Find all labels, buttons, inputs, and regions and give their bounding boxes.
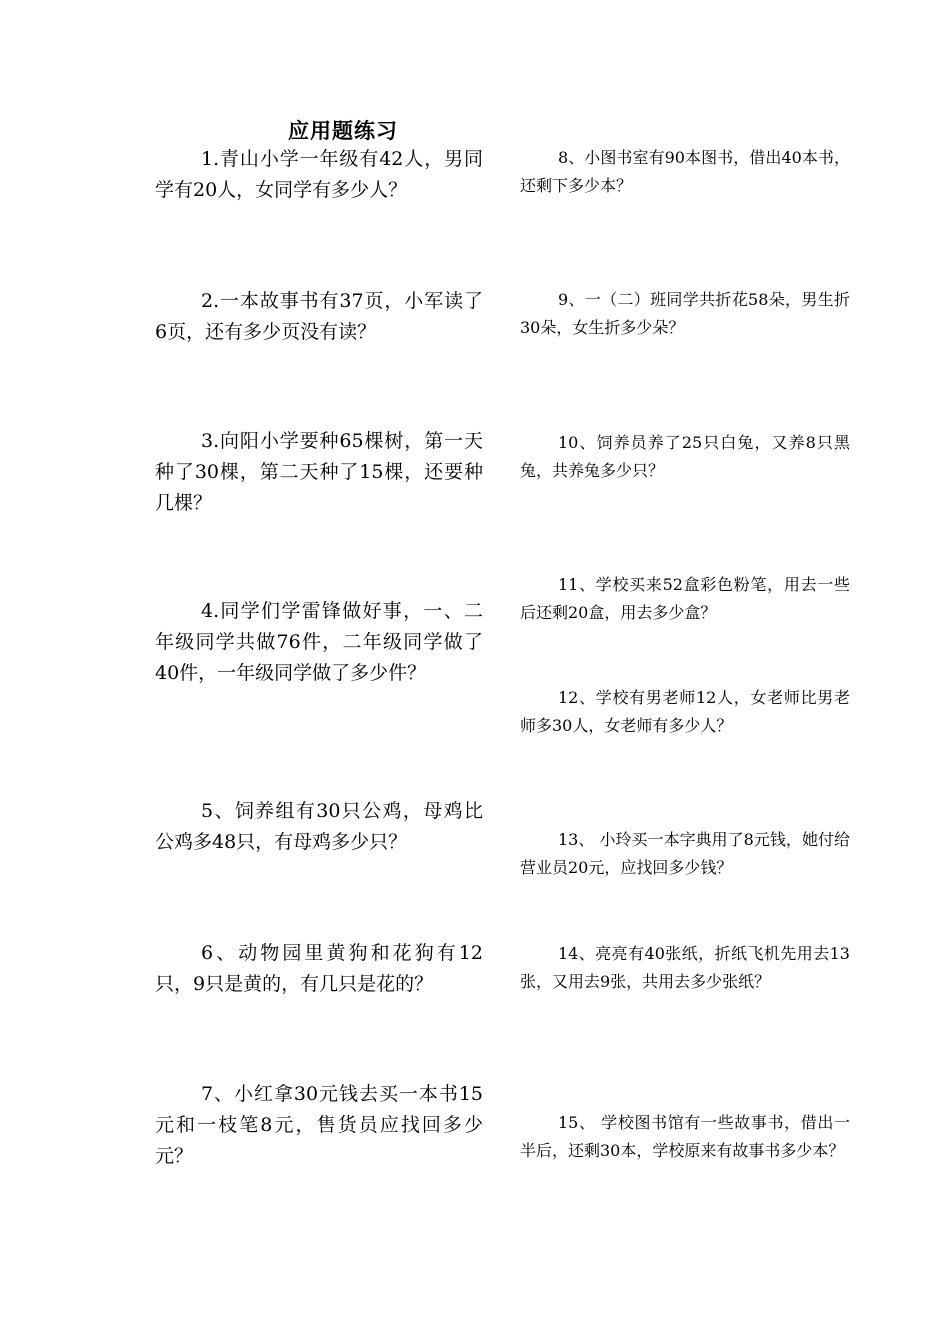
question-13: 13、 小玲买一本字典用了8元钱，她付给营业员20元，应找回多少钱？ (520, 830, 850, 877)
question-8: 8、小图书室有90本图书，借出40本书，还剩下多少本？ (520, 148, 850, 195)
question-14: 14、亮亮有40张纸，折纸飞机先用去13张，又用去9张，共用去多少张纸？ (520, 944, 850, 991)
question-3: 3.向阳小学要种65棵树，第一天种了30棵，第二天种了15棵，还要种几棵？ (155, 430, 483, 514)
page-title: 应用题练习 (288, 119, 398, 143)
question-10: 10、饲养员养了25只白兔，又养8只黑兔，共养兔多少只？ (520, 433, 850, 480)
question-4: 4.同学们学雷锋做好事，一、二年级同学共做76件，二年级同学做了40件，一年级同学做了多少件？ (155, 600, 483, 684)
question-7: 7、小红拿30元钱去买一本书15元和一枝笔8元，售货员应找回多少元？ (155, 1083, 483, 1167)
question-6: 6、动物园里黄狗和花狗有12只，9只是黄的，有几只是花的？ (155, 942, 483, 995)
question-15: 15、 学校图书馆有一些故事书，借出一半后，还剩30本，学校原来有故事书多少本？ (520, 1113, 850, 1160)
question-12: 12、学校有男老师12人，女老师比男老师多30人，女老师有多少人？ (520, 688, 850, 735)
question-5: 5、饲养组有30只公鸡，母鸡比公鸡多48只，有母鸡多少只？ (155, 800, 483, 853)
question-9: 9、一（二）班同学共折花58朵，男生折30朵，女生折多少朵？ (520, 290, 850, 337)
question-2: 2.一本故事书有37页，小军读了6页，还有多少页没有读？ (155, 290, 483, 343)
question-11: 11、学校买来52盒彩色粉笔，用去一些后还剩20盒，用去多少盒？ (520, 575, 850, 622)
question-1: 1.青山小学一年级有42人，男同学有20人，女同学有多少人？ (155, 148, 483, 201)
